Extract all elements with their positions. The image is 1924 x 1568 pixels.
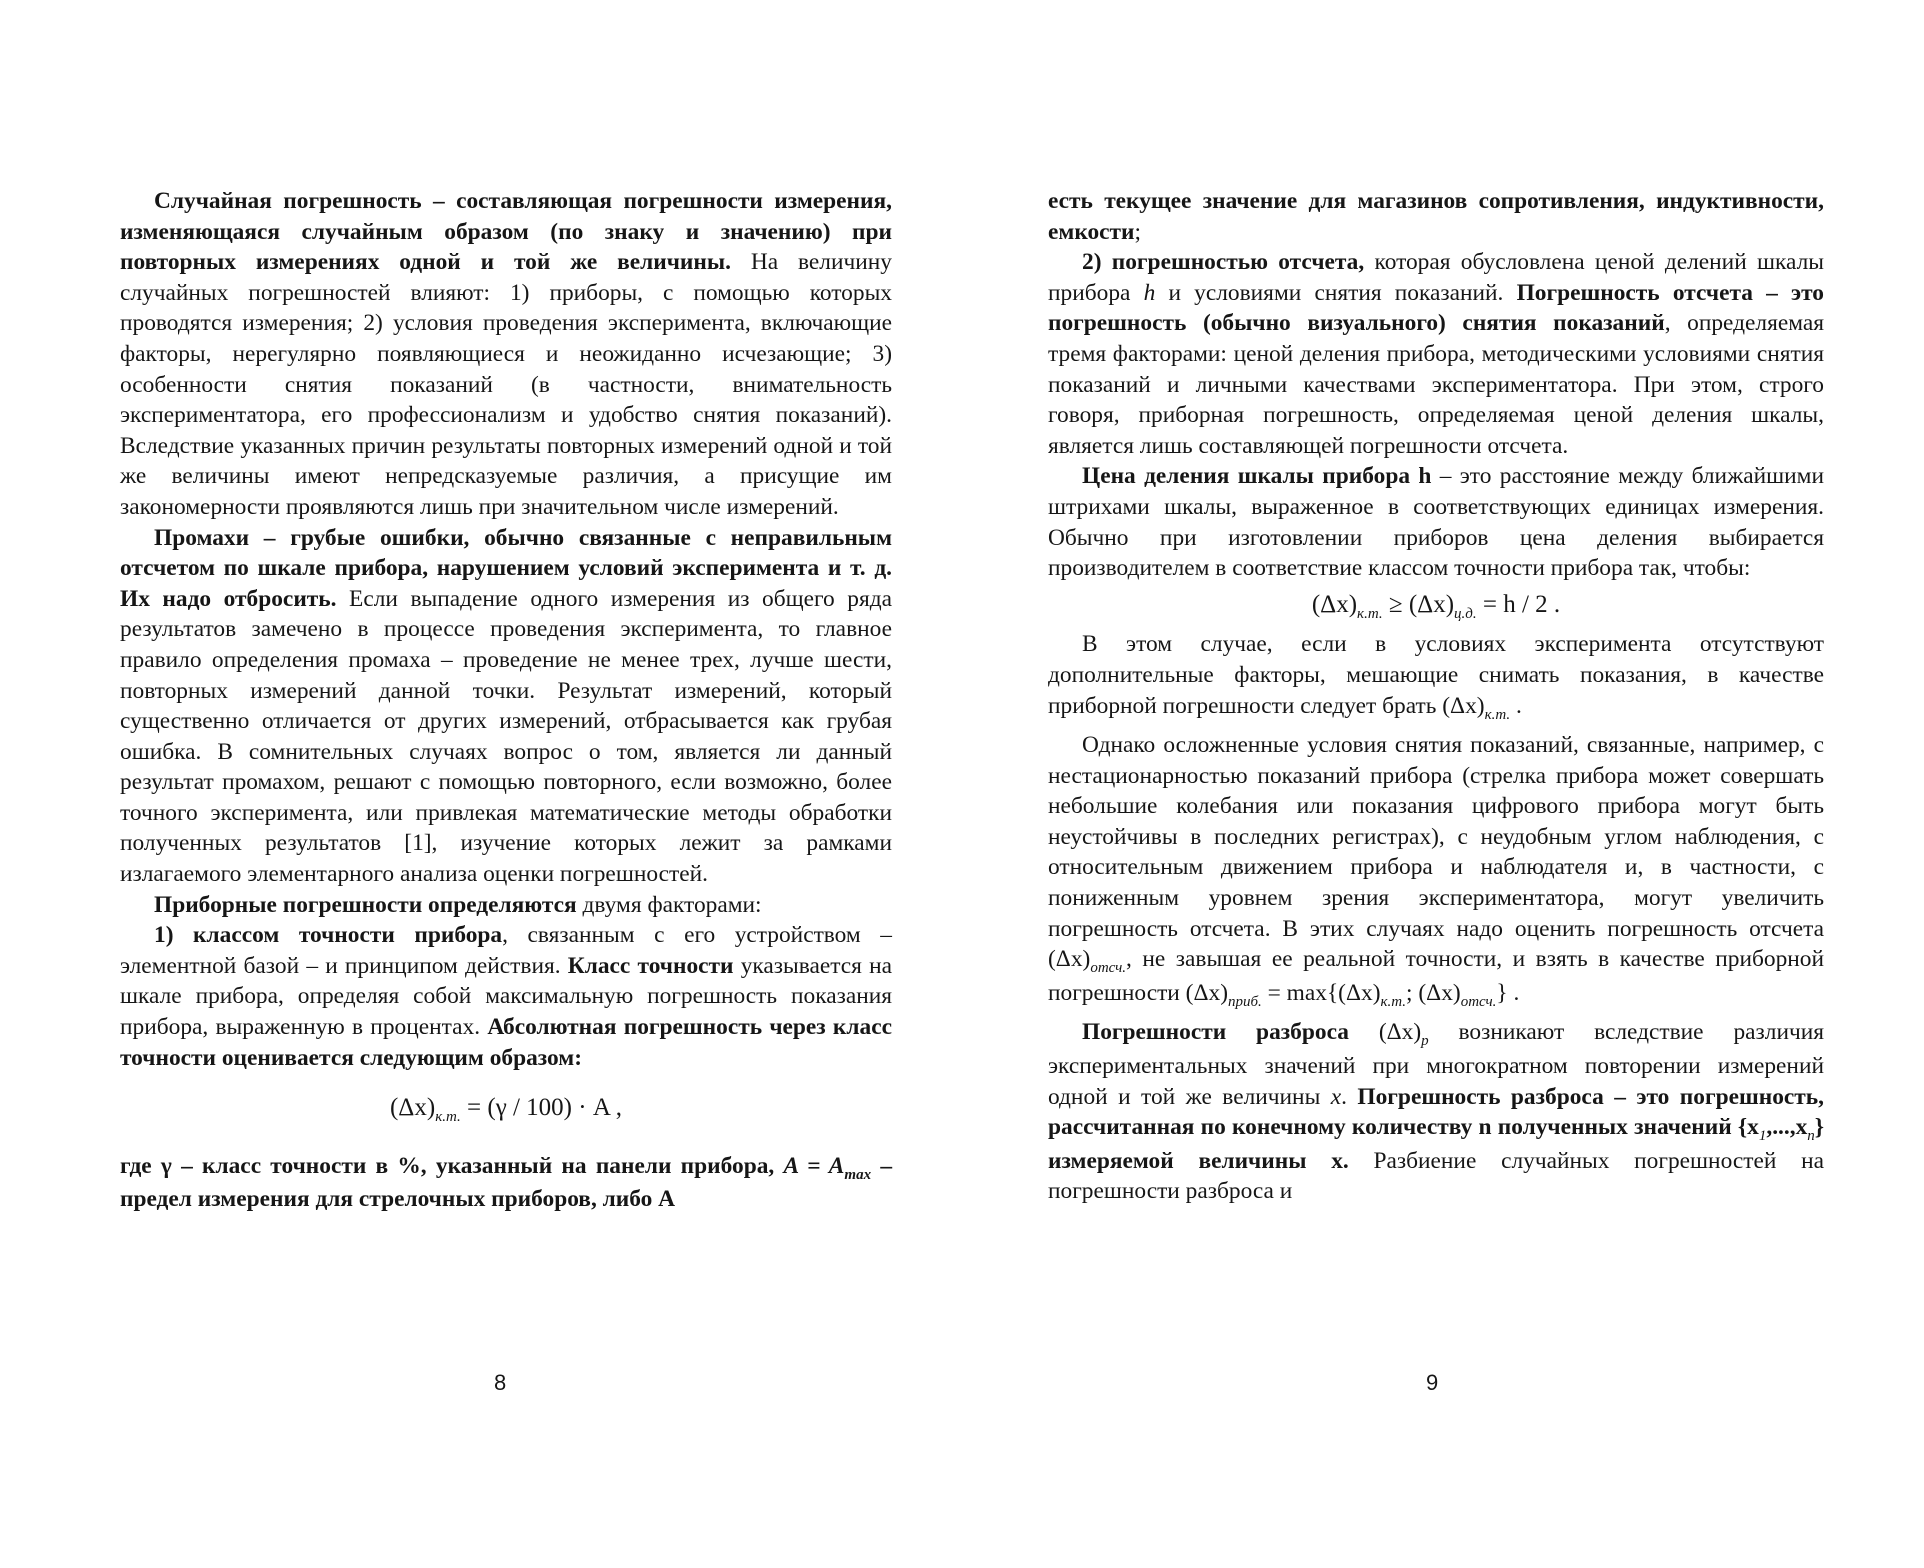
term-scatter-definition: Погрешность разброса – это погрешность, рассчитанная по конечному количеству n полученных значений {x <box>1048 1083 1824 1141</box>
eq-subscript: ц.д. <box>1454 605 1477 622</box>
eq-subscript: n <box>1807 1128 1815 1145</box>
eq-symbol: } . <box>1496 979 1520 1006</box>
eq-symbol: = max{(Δx) <box>1261 979 1381 1006</box>
paragraph-text: ; <box>1134 218 1142 245</box>
term-scatter-definition: ,...,x <box>1766 1114 1808 1141</box>
symbol-h: h <box>1143 279 1156 306</box>
term-class: Класс точности <box>567 952 734 979</box>
paragraph-text: и условиями снятия показаний. <box>1155 279 1517 306</box>
eq-symbol: (Δx) <box>1348 1019 1422 1046</box>
eq-subscript: к.т. <box>1484 706 1511 723</box>
term-current-value: есть текущее значение для магазинов сопротивления, индуктивности, емкости <box>1048 188 1824 245</box>
eq-rest: = (γ / 100) · A , <box>460 1094 623 1122</box>
paragraph-text: которая обусловлена ценой делений шкалы прибора <box>1048 249 1824 306</box>
paragraph-gamma-definition <box>120 1151 892 1215</box>
left-text-column <box>120 186 892 1215</box>
term-reading-error-definition: Погрешность отсчета – это погрешность (обычно визуального) снятия показаний <box>1048 279 1824 337</box>
term-instrument-errors: Приборные погрешности определяются <box>154 891 577 918</box>
paragraph-text: В этом случае, если в условиях эксперимента отсутствуют дополнительные факторы, мешающие снимать показания, в качестве приборной погрешности следует брать <box>1048 631 1824 719</box>
paragraph-text: Если выпадение одного измерения из общего ряда результатов замечено в процессе проведения эксперимента, то главное правило определения промаха – проведение не менее трех, лучше шести, повторных измерений данной точки. Результат измерений, который существенно отличается от других измерений, отбрасывается как грубая ошибка. В сомнительных случаях вопрос о том, является ли данный результат промахом, решают с помощью повторного, если возможно, более точного эксперимента, или привлекая математические методы обработки полученных результатов [1], изучение которых лежит за рамками излагаемого элементарного анализа оценки погрешностей. <box>120 585 892 888</box>
eq-symbol: (Δx) <box>1048 946 1091 973</box>
paragraph-accuracy-class <box>120 920 892 1073</box>
term-blunders: Промахи – грубые ошибки, обычно связанные с неправильным отсчетом по шкале прибора, нарушением условий эксперимента и т. д. Их надо отбросить. <box>120 524 892 612</box>
subscript-max: max <box>844 1166 872 1183</box>
term-limit: – предел измерения для стрелочных приборов, либо A <box>120 1152 893 1213</box>
paragraph-reading-error <box>1048 247 1824 461</box>
equation-scale-division <box>1048 590 1824 624</box>
paragraph-complicated-conditions <box>1048 730 1824 1011</box>
term-accuracy-class: 1) классом точности прибора <box>154 922 503 949</box>
term-scatter-errors: Погрешности разброса <box>1082 1019 1349 1046</box>
paragraph-blunders <box>120 523 892 890</box>
paragraph-continuation <box>1048 186 1824 247</box>
right-page <box>962 0 1924 1568</box>
paragraph-text: . <box>1341 1083 1358 1110</box>
page-number-left: 8 <box>494 1370 507 1395</box>
paragraph-text: двумя факторами: <box>576 891 762 918</box>
paragraph-text: , определяемая тремя факторами: ценой деления прибора, методическими условиями снятия показаний и личными качествами экспериментатора. При этом, строго говоря, приборная погрешность, определяемая ценой деления шкалы, является лишь составляющей погрешности отсчета. <box>1048 310 1824 459</box>
term-reading-error: 2) погрешностью отсчета, <box>1082 249 1365 276</box>
paragraph-text: . <box>1510 692 1522 719</box>
term-amax <box>783 1152 872 1183</box>
paragraph-text: , связанным с его устройством – элементной базой – и принципом действия. <box>120 922 892 979</box>
eq-subscript: отсч. <box>1090 960 1127 977</box>
eq-subscript: 1 <box>1758 1128 1767 1145</box>
paragraph-scale-division <box>1048 461 1824 583</box>
paragraph-text: возникают вследствие различия экспериментальных значений при многократном повторении измерений одной и той же величины <box>1048 1019 1824 1110</box>
eq-subscript: к.т. <box>435 1109 461 1126</box>
eq-symbol: ≥ (Δx) <box>1382 590 1455 618</box>
term-random-error: Случайная погрешность – составляющая погрешности измерения, изменяющаяся случайным образом (по знаку и значению) при повторных измерениях одной и той же величины. <box>120 188 892 276</box>
eq-subscript: к.т. <box>1380 993 1407 1010</box>
symbol-x: x <box>1330 1083 1342 1110</box>
eq-symbol: (Δx) <box>389 1094 436 1122</box>
paragraph-instrument-errors <box>120 890 892 921</box>
term-scatter-definition: } измеряемой величины x. <box>1048 1114 1824 1174</box>
eq-subscript: p <box>1421 1033 1429 1050</box>
paragraph-text: Разбиение случайных погрешностей на погрешности разброса и <box>1048 1147 1824 1205</box>
eq-subscript: к.т. <box>1357 605 1383 622</box>
term-gamma: где γ – класс точности в %, указанный на панели прибора, <box>120 1152 775 1179</box>
paragraph-text: , не завышая ее реальной точности, и взять в качестве приборной погрешности <box>1048 946 1824 1006</box>
eq-subscript: отсч. <box>1460 993 1497 1010</box>
symbol-a: A = A <box>783 1152 845 1179</box>
paragraph-text: На величину случайных погрешностей влияют: 1) приборы, с помощью которых проводятся измерения; 2) условия проведения эксперимента, включающие факторы, нерегулярно появляющиеся и неожиданно исчезающие; 3) особенности снятия показаний (в частности, внимательность экспериментатора, его профессионализм и удобство снятия показаний). Вследствие указанных причин результаты повторных измерений одной и той же величины имеют непредсказуемые различия, а присущие им закономерности проявляются лишь при значительном числе измерений. <box>120 249 892 520</box>
term-absolute-error: Абсолютная погрешность через класс точности оценивается следующим образом: <box>120 1014 892 1071</box>
eq-symbol: (Δx) <box>1442 692 1485 719</box>
eq-symbol: (Δx) <box>1185 979 1228 1006</box>
page-number-right: 9 <box>1426 1370 1439 1395</box>
paragraph-text: указывается на шкале прибора, определяя собой максимальную погрешность показания прибора, выраженную в процентах. <box>120 952 892 1041</box>
eq-symbol: ; (Δx) <box>1406 979 1461 1006</box>
paragraph-case <box>1048 629 1824 724</box>
paragraph-text: – это расстояние между ближайшими штрихами шкалы, выраженное в соответствующих единицах измерения. Обычно при изготовлении приборов цена деления выбирается производителем в соответствие классом точности прибора так, чтобы: <box>1048 463 1824 582</box>
equation-accuracy-class <box>120 1093 892 1127</box>
paragraph-random-error <box>120 186 892 523</box>
paragraph-text: Однако осложненные условия снятия показаний, связанные, например, с нестационарностью показаний прибора (стрелка прибора может совершать небольшие колебания или показания цифрового прибора могут быть неустойчивы в последних регистрах), с неудобным углом наблюдения, с относительным движением прибора и наблюдателя и, в частности, с пониженным уровнем зрения экспериментатора, могут увеличить погрешность отсчета. В этих случаях надо оценить погрешность отсчета <box>1048 732 1824 942</box>
right-text-column <box>1048 186 1824 1207</box>
eq-subscript: приб. <box>1228 993 1262 1010</box>
paragraph-scatter-errors <box>1048 1017 1824 1207</box>
eq-rest: = h / 2 . <box>1476 590 1561 618</box>
eq-symbol: (Δx) <box>1311 590 1358 618</box>
term-scale-division: Цена деления шкалы прибора h <box>1082 463 1432 490</box>
